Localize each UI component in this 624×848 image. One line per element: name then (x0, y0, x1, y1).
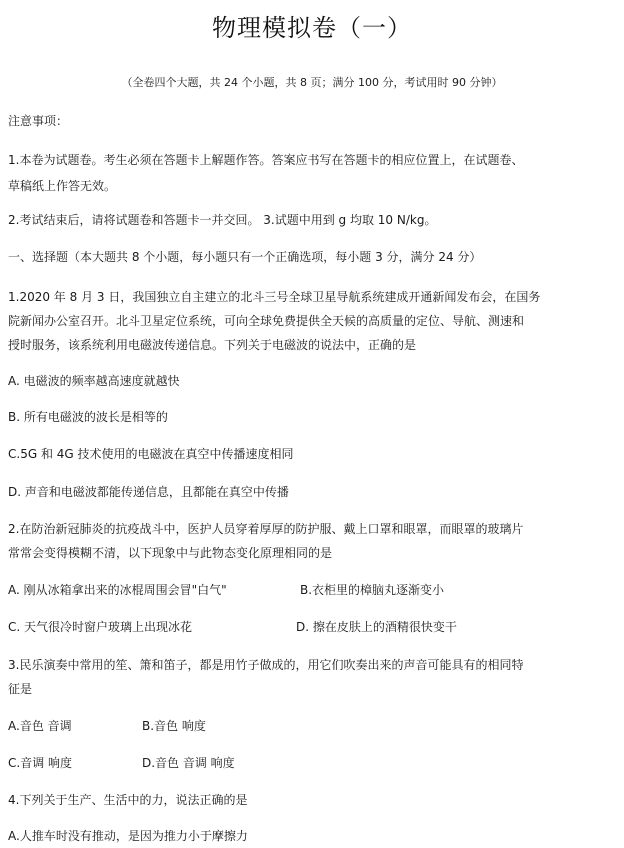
notice-item-2: 2.考试结束后，请将试题卷和答题卡一并交回。 3.试题中用到 g 均取 10 N/kg。 (8, 213, 437, 227)
question-3-line-1: 3.民乐演奏中常用的笙、箫和笛子，都是用竹子做成的，用它们吹奏出来的声音可能具有的相同特 (8, 658, 524, 672)
question-1-option-b: B. 所有电磁波的波长是相等的 (8, 410, 168, 424)
section-heading: 一、选择题（本大题共 8 个小题，每小题只有一个正确选项，每小题 3 分，满分 24 分） (8, 250, 482, 264)
page-title: 物理模拟卷（一） (212, 14, 412, 42)
exam-subtitle: （全卷四个大题，共 24 个小题，共 8 页；满分 100 分，考试用时 90 分钟） (121, 76, 503, 89)
question-1-line-2: 院新闻办公室召开。北斗卫星定位系统，可向全球免费提供全天候的高质量的定位、导航、测速和 (8, 314, 525, 328)
question-2-line-2: 常常会变得模糊不清，以下现象中与此物态变化原理相同的是 (8, 546, 333, 560)
question-2-option-c: C. 天气很冷时窗户玻璃上出现冰花 (8, 620, 193, 634)
question-2-option-a: A. 刚从冰箱拿出来的冰棍周围会冒"白气" (8, 583, 227, 597)
question-2-option-d: D. 擦在皮肤上的酒精很快变干 (296, 620, 457, 634)
question-1-option-a: A. 电磁波的频率越高速度就越快 (8, 374, 180, 388)
question-2-option-b: B.衣柜里的樟脑丸逐渐变小 (300, 583, 445, 597)
notice-item-1-line-2: 草稿纸上作答无效。 (8, 179, 117, 193)
question-3-line-2: 征是 (8, 682, 33, 696)
question-1-option-c: C.5G 和 4G 技术使用的电磁波在真空中传播速度相同 (8, 447, 294, 461)
question-4-line-1: 4.下列关于生产、生活中的力，说法正确的是 (8, 793, 248, 807)
question-1-line-3: 授时服务，该系统利用电磁波传递信息。下列关于电磁波的说法中，正确的是 (8, 338, 417, 352)
question-3-option-c: C.音调 响度 (8, 756, 73, 770)
question-4-option-a: A.人推车时没有推动，是因为推力小于摩擦力 (8, 829, 248, 843)
question-3-option-d: D.音色 音调 响度 (142, 756, 235, 770)
question-2-line-1: 2.在防治新冠肺炎的抗疫战斗中，医护人员穿着厚厚的防护服、戴上口罩和眼罩，而眼罩的玻璃片 (8, 522, 524, 536)
notice-item-1-line-1: 1.本卷为试题卷。考生必须在答题卡上解题作答。答案应书写在答题卡的相应位置上，在试题卷、 (8, 153, 524, 167)
question-1-line-1: 1.2020 年 8 月 3 日，我国独立自主建立的北斗三号全球卫星导航系统建成开通新闻发布会，在国务 (8, 290, 541, 304)
notice-heading: 注意事项： (8, 114, 69, 128)
question-1-option-d: D. 声音和电磁波都能传递信息，且都能在真空中传播 (8, 485, 289, 499)
question-3-option-a: A.音色 音调 (8, 719, 72, 733)
question-3-option-b: B.音色 响度 (142, 719, 206, 733)
